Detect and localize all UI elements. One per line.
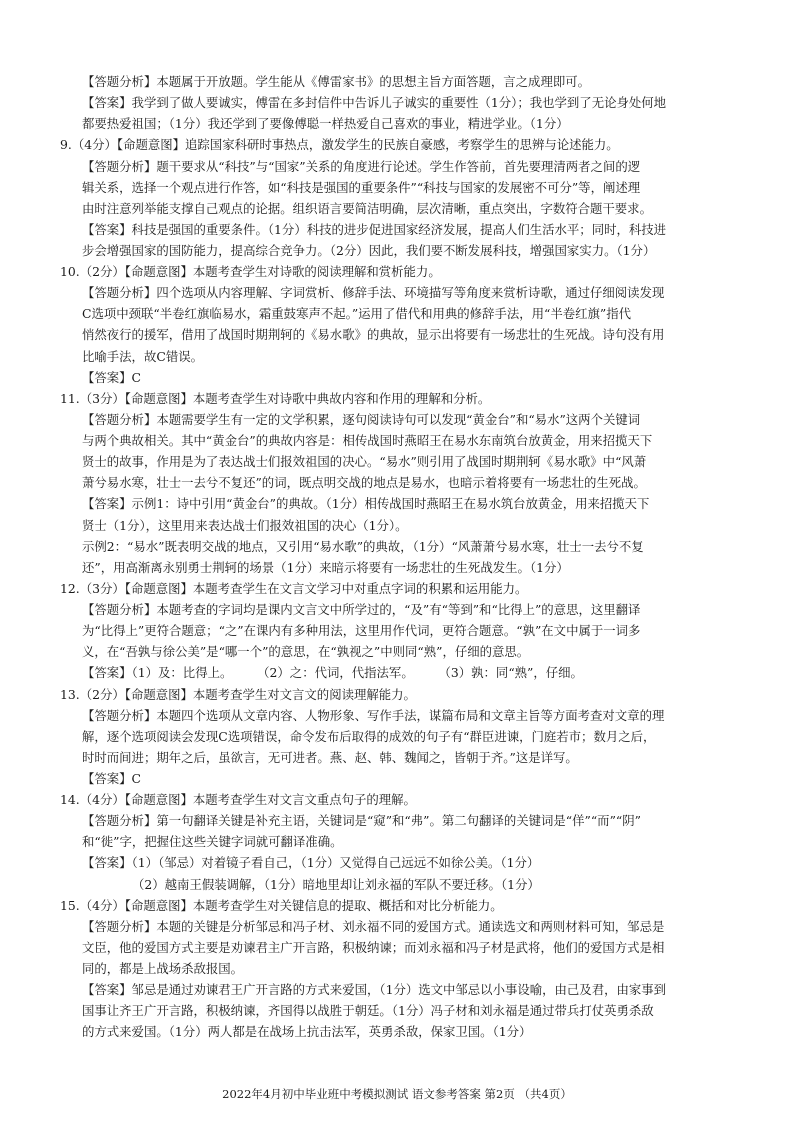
text-line: 贤士（1分），这里用来表达战士们报效祖国的决心（1分）。 [82,518,408,533]
text-line: 的方式来爱国。（1分）两人都是在战场上抗击法军，英勇杀敌，保家卫国。（1分） [82,1024,532,1039]
text-line: （2）越南王假装调解，（1分）暗地里却让刘永福的军队不要迁移。（1分） [132,877,540,892]
text-line: 解，逐个选项阅读会发现C选项错误，命令发布后取得的成效的句子有“群臣进谏，门庭若市；数月之后， [82,729,656,744]
text-line: 【答题分析】本题属于开放题。学生能从《傅雷家书》的思想主旨方面答题，言之成理即可。 [82,74,591,89]
text-line: 【答案】邹忌是通过劝谏君王广开言路的方式来爱国，（1分）选文中邹忌以小事设喻，由己及君，由家事到 [82,982,667,997]
text-line: 和“徙”字，把握住这些关键字词就可翻译准确。 [82,834,343,849]
text-line: 与两个典故相关。其中“黄金台”的典故内容是：相传战国时燕昭王在易水东南筑台放黄金，用来招揽天下 [82,433,653,448]
text-line: 【答案】我学到了做人要诚实，傅雷在多封信件中告诉儿子诚实的重要性（1分）；我也学到了无论身处何地 [82,95,667,110]
text-line: 【答题分析】本题的关键是分析邹忌和冯子材、刘永福不同的爱国方式。通读选文和两则材料可知，邹忌是 [82,919,665,934]
text-line: 【答案】示例1：诗中引用“黄金台”的典故。（1分）相传战国时燕昭王在易水筑台放黄金，用来招揽天下 [82,496,650,511]
text-line: 国事让齐王广开言路，积极纳谏，齐国得以战胜于朝廷。（1分）冯子材和刘永福是通过带兵打仗英勇杀敌 [82,1003,654,1018]
text-line: 【答题分析】第一句翻译关键是补充主语，关键词是“窥”和“弗”。第二句翻译的关键词是“佯”“而”“阴” [82,813,641,828]
text-line: 时时而间进；期年之后，虽欲言，无可进者。燕、赵、韩、魏闻之，皆朝于齐。”这是详写。 [82,750,578,765]
text-line: 同的，都是上战场杀敌报国。 [82,961,244,976]
text-line: 14.（4分）【命题意图】本题考查学生对文言文重点句子的理解。 [60,792,416,807]
text-line: C选项中颈联“半卷红旗临易水，霜重鼓寒声不起。”运用了借代和用典的修辞手法，用“半卷红旗”指代 [82,306,632,321]
text-line: 【答案】（1）及：比得上。 （2）之：代词，代指法军。 （3）孰：同“熟”，仔细。 [82,665,583,680]
text-line: 辑关系，选择一个观点进行作答，如“科技是强国的重要条件”“科技与国家的发展密不可分”等，阐述理 [82,180,641,195]
text-line: 【答案】C [82,771,142,786]
text-line: 【答题分析】本题考查的字词均是课内文言文中所学过的，“及”有“等到”和“比得上”的意思，这里翻译 [82,602,641,617]
text-line: 示例2：“易水”既表明交战的地点，又引用“易水歌”的典故，（1分）“风萧萧兮易水寒，壮士一去兮不复 [82,539,644,554]
text-line: 步会增强国家的国防能力，提高综合竞争力。（2分）因此，我们要不断发展科技，增强国家实力。（1分） [82,243,656,258]
text-line: 【答案】C [82,370,142,385]
text-line: 比喻手法，故C错误。 [82,349,203,364]
text-line: 【答案】（1）（邹忌）对着镜子看自己，（1分）又觉得自己远远不如徐公美。（1分） [82,855,540,870]
text-line: 【答题分析】四个选项从内容理解、字词赏析、修辞手法、环境描写等角度来赏析诗歌，通过仔细阅读发现 [82,285,665,300]
text-line: 【答题分析】本题四个选项从文章内容、人物形象、写作手法，谋篇布局和文章主旨等方面考查对文章的理 [82,708,665,723]
text-line: 10.（2分）【命题意图】本题考查学生对诗歌的阅读理解和赏析能力。 [60,264,441,279]
text-line: 都要热爱祖国；（1分）我还学到了要像傅聪一样热爱自己喜欢的事业，精进学业。（1分） [82,116,569,131]
text-line: 还”，用高渐离永别勇士荆轲的场景（1分）来暗示将要有一场悲壮的生死战发生。（1分） [82,560,569,575]
text-line: 【答题分析】题干要求从“科技”与“国家”关系的角度进行论述。学生作答前，首先要理清两者之间的逻 [82,159,641,174]
text-line: 12.（3分）【命题意图】本题考查学生在文言文学习中对重点字词的积累和运用能力。 [60,581,528,596]
text-line: 悄然夜行的援军，借用了战国时期荆轲的《易水歌》的典故，显示出将要有一场悲壮的生死战。诗句没有用 [82,327,665,342]
text-line: 【答题分析】本题需要学生有一定的文学积累，逐句阅读诗句可以发现“黄金台”和“易水”这两个关键词 [82,412,641,427]
text-line: 13.（2分）【命题意图】本题考查学生对文言文的阅读理解能力。 [60,687,416,702]
text-line: 11.（3分）【命题意图】本题考查学生对诗歌中典故内容和作用的理解和分析。 [60,391,491,406]
page-footer: 2022年4月初中毕业班中考模拟测试 语文参考答案 第2页 （共4页） [222,1087,572,1101]
text-line: 文臣，他的爱国方式主要是劝谏君主广开言路，积极纳谏；而刘永福和冯子材是武将，他们的爱国方式是相 [82,940,665,955]
text-line: 为“比得上”更符合题意；“之”在课内有多种用法，这里用作代词，更符合题意。“孰”在文中属于一词多 [82,623,641,638]
text-line: 9.（4分）【命题意图】追踪国家科研时事热点，激发学生的民族自豪感，考察学生的思辨与论述能力。 [60,137,619,152]
text-line: 15.（4分）【命题意图】本题考查学生对关键信息的提取、概括和对比分析能力。 [60,898,503,913]
text-line: 由时注意列举能支撑自己观点的论据。组织语言要简洁明确，层次清晰，重点突出，字数符合题干要求。 [82,201,652,216]
text-line: 萧兮易水寒，壮士一去兮不复还”的词，既点明交战的地点是易水，也暗示着将要有一场悲壮的生死战。 [82,475,646,490]
text-line: 【答案】科技是强国的重要条件。（1分）科技的进步促进国家经济发展，提高人们生活水平；同时，科技进 [82,222,667,237]
text-line: 贤士的故事，作用是为了表达战士们报效祖国的决心。“易水”则引用了战国时期荆轲《易水歌》中“风萧 [82,454,647,469]
text-line: 义，在“吾孰与徐公美”是“哪一个”的意思，在“孰视之”中则同“熟”，仔细的意思。 [82,644,530,659]
